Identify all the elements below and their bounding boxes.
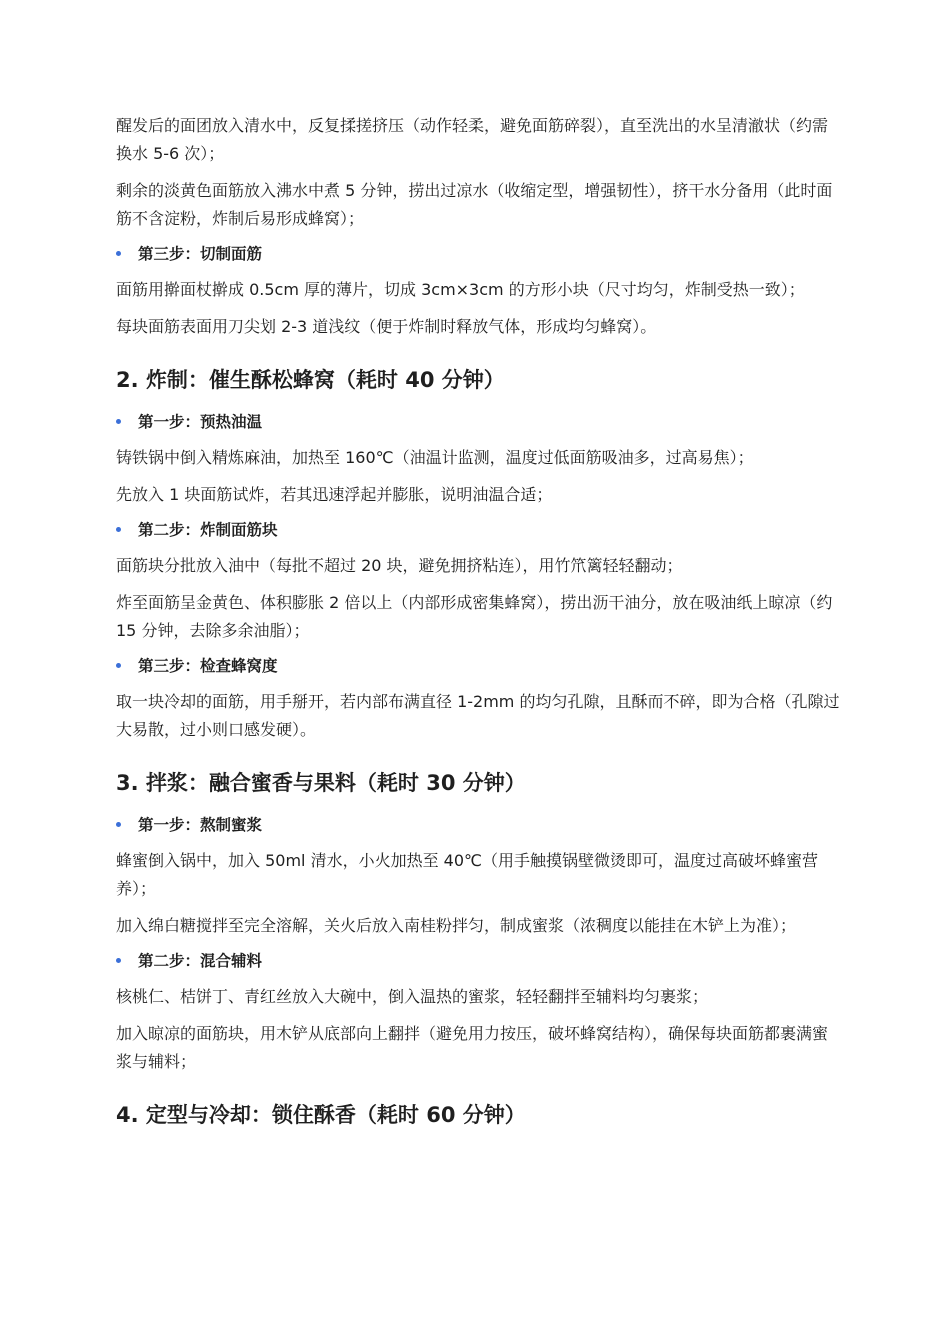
step-title: 第二步：炸制面筋块 bbox=[138, 521, 278, 539]
step-title: 第三步：检查蜂窝度 bbox=[138, 657, 278, 675]
bullet-dot-icon bbox=[116, 419, 121, 424]
paragraph: 每块面筋表面用刀尖划 2-3 道浅纹（便于炸制时释放气体，形成均匀蜂窝）。 bbox=[116, 317, 657, 336]
paragraph: 剩余的淡黄色面筋放入沸水中煮 5 分钟，捞出过凉水（收缩定型，增强韧性），挤干水分备用（此时面筋不含淀粉，炸制后易形成蜂窝）； bbox=[116, 181, 833, 228]
step-bullet bbox=[116, 813, 840, 837]
bullet-dot-icon bbox=[116, 663, 121, 668]
step-bullet bbox=[116, 518, 840, 542]
paragraph: 加入晾凉的面筋块，用木铲从底部向上翻拌（避免用力按压，破坏蜂窝结构），确保每块面筋都裹满蜜浆与辅料； bbox=[116, 1024, 829, 1071]
step-bullet bbox=[116, 654, 840, 678]
paragraph: 醒发后的面团放入清水中，反复揉搓挤压（动作轻柔，避免面筋碎裂），直至洗出的水呈清澈状（约需换水 5-6 次）； bbox=[116, 116, 829, 163]
bullet-dot-icon bbox=[116, 251, 121, 256]
paragraph: 面筋块分批放入油中（每批不超过 20 块，避免拥挤粘连），用竹笊篱轻轻翻动； bbox=[116, 556, 683, 575]
step-title: 第二步：混合辅料 bbox=[138, 952, 263, 970]
step-bullet bbox=[116, 242, 840, 266]
section-heading: 4. 定型与冷却：锁住酥香（耗时 60 分钟） bbox=[116, 1103, 526, 1127]
paragraph: 加入绵白糖搅拌至完全溶解，关火后放入南桂粉拌匀，制成蜜浆（浓稠度以能挂在木铲上为准）； bbox=[116, 916, 797, 935]
section-heading: 2. 炸制：催生酥松蜂窝（耗时 40 分钟） bbox=[116, 368, 505, 392]
step-bullet bbox=[116, 410, 840, 434]
bullet-dot-icon bbox=[116, 527, 121, 532]
paragraph: 取一块冷却的面筋，用手掰开，若内部布满直径 1-2mm 的均匀孔隙，且酥而不碎，即为合格（孔隙过大易散，过小则口感发硬）。 bbox=[116, 692, 840, 739]
bullet-dot-icon bbox=[116, 958, 121, 963]
paragraph: 蜂蜜倒入锅中，加入 50ml 清水，小火加热至 40℃（用手触摸锅壁微烫即可，温度过高破坏蜂蜜营养）； bbox=[116, 851, 818, 898]
step-bullet bbox=[116, 949, 840, 973]
paragraph: 炸至面筋呈金黄色、体积膨胀 2 倍以上（内部形成密集蜂窝），捞出沥干油分，放在吸油纸上晾凉（约 15 分钟，去除多余油脂）； bbox=[116, 593, 833, 640]
paragraph: 面筋用擀面杖擀成 0.5cm 厚的薄片，切成 3cm×3cm 的方形小块（尺寸均匀，炸制受热一致）； bbox=[116, 280, 805, 299]
paragraph: 铸铁锅中倒入精炼麻油，加热至 160℃（油温计监测，温度过低面筋吸油多，过高易焦）； bbox=[116, 448, 754, 467]
paragraph: 核桃仁、桔饼丁、青红丝放入大碗中，倒入温热的蜜浆，轻轻翻拌至辅料均匀裹浆； bbox=[116, 987, 709, 1006]
bullet-dot-icon bbox=[116, 822, 121, 827]
step-title: 第三步：切制面筋 bbox=[138, 245, 263, 263]
document-page bbox=[116, 112, 840, 1145]
step-title: 第一步：熬制蜜浆 bbox=[138, 816, 263, 834]
section-heading: 3. 拌浆：融合蜜香与果料（耗时 30 分钟） bbox=[116, 771, 526, 795]
step-title: 第一步：预热油温 bbox=[138, 413, 263, 431]
paragraph: 先放入 1 块面筋试炸，若其迅速浮起并膨胀，说明油温合适； bbox=[116, 485, 553, 504]
